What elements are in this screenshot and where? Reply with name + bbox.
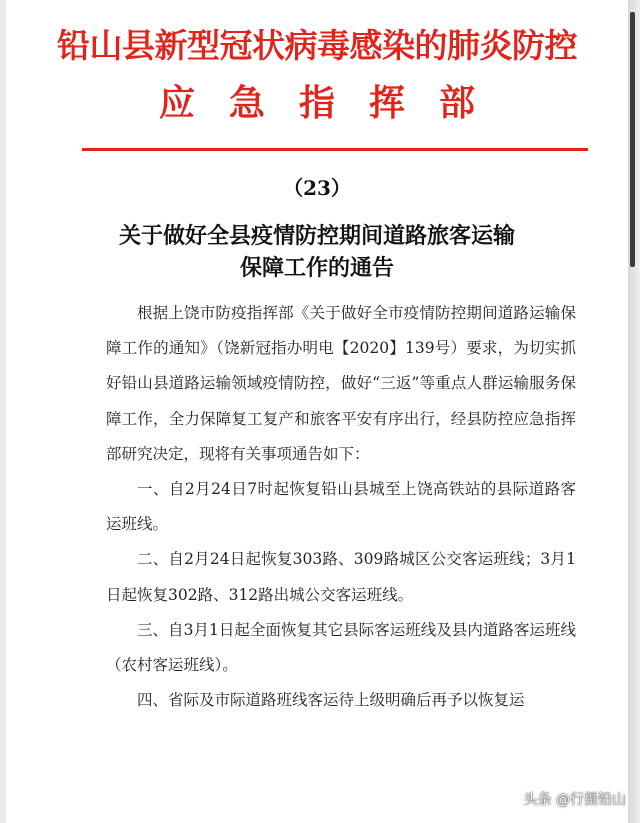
body-paragraph-item-3: 三、自3月1日起全面恢复其它县际客运班线及县内道路客运班线（农村客运班线）。 <box>106 620 576 675</box>
scroll-indicator[interactable] <box>630 12 635 267</box>
document-body <box>106 296 576 718</box>
document-title-line1: 关于做好全县疫情防控期间道路旅客运输 <box>118 223 515 249</box>
document-number: （23） <box>283 176 351 200</box>
header-red-rule <box>82 148 588 151</box>
document-page <box>6 0 628 823</box>
header-org-name: 铅山县新型冠状病毒感染的肺炎防控 <box>57 26 577 65</box>
document-title-line2: 保障工作的通告 <box>239 255 394 281</box>
source-watermark: 头条 @行摄铅山 <box>523 792 626 808</box>
header-org-suffix: 应急指挥部 <box>158 83 509 124</box>
body-paragraph-item-2: 二、自2月24日起恢复303路、309路城区公交客运班线；3月1日起恢复302路、312路出城公交客运班线。 <box>106 550 576 604</box>
body-paragraph-item-4: 四、省际及市际道路班线客运待上级明确后再予以恢复运 <box>137 691 525 710</box>
body-paragraph-item-1: 一、自2月24日7时起恢复铅山县城至上饶高铁站的县际道路客运班线。 <box>106 480 576 534</box>
body-paragraph-intro: 根据上饶市防疫指挥部《关于做好全市疫情防控期间道路运输保障工作的通知》（饶新冠指办明电【2020】139号）要求，为切实抓好铅山县道路运输领域疫情防控，做好“三返”等重点人群运输服务保障工作，全力保障复工复产和旅客平安有序出行，经县防控应急指挥部研究决定，现将有关事项通告如下： <box>106 304 576 463</box>
